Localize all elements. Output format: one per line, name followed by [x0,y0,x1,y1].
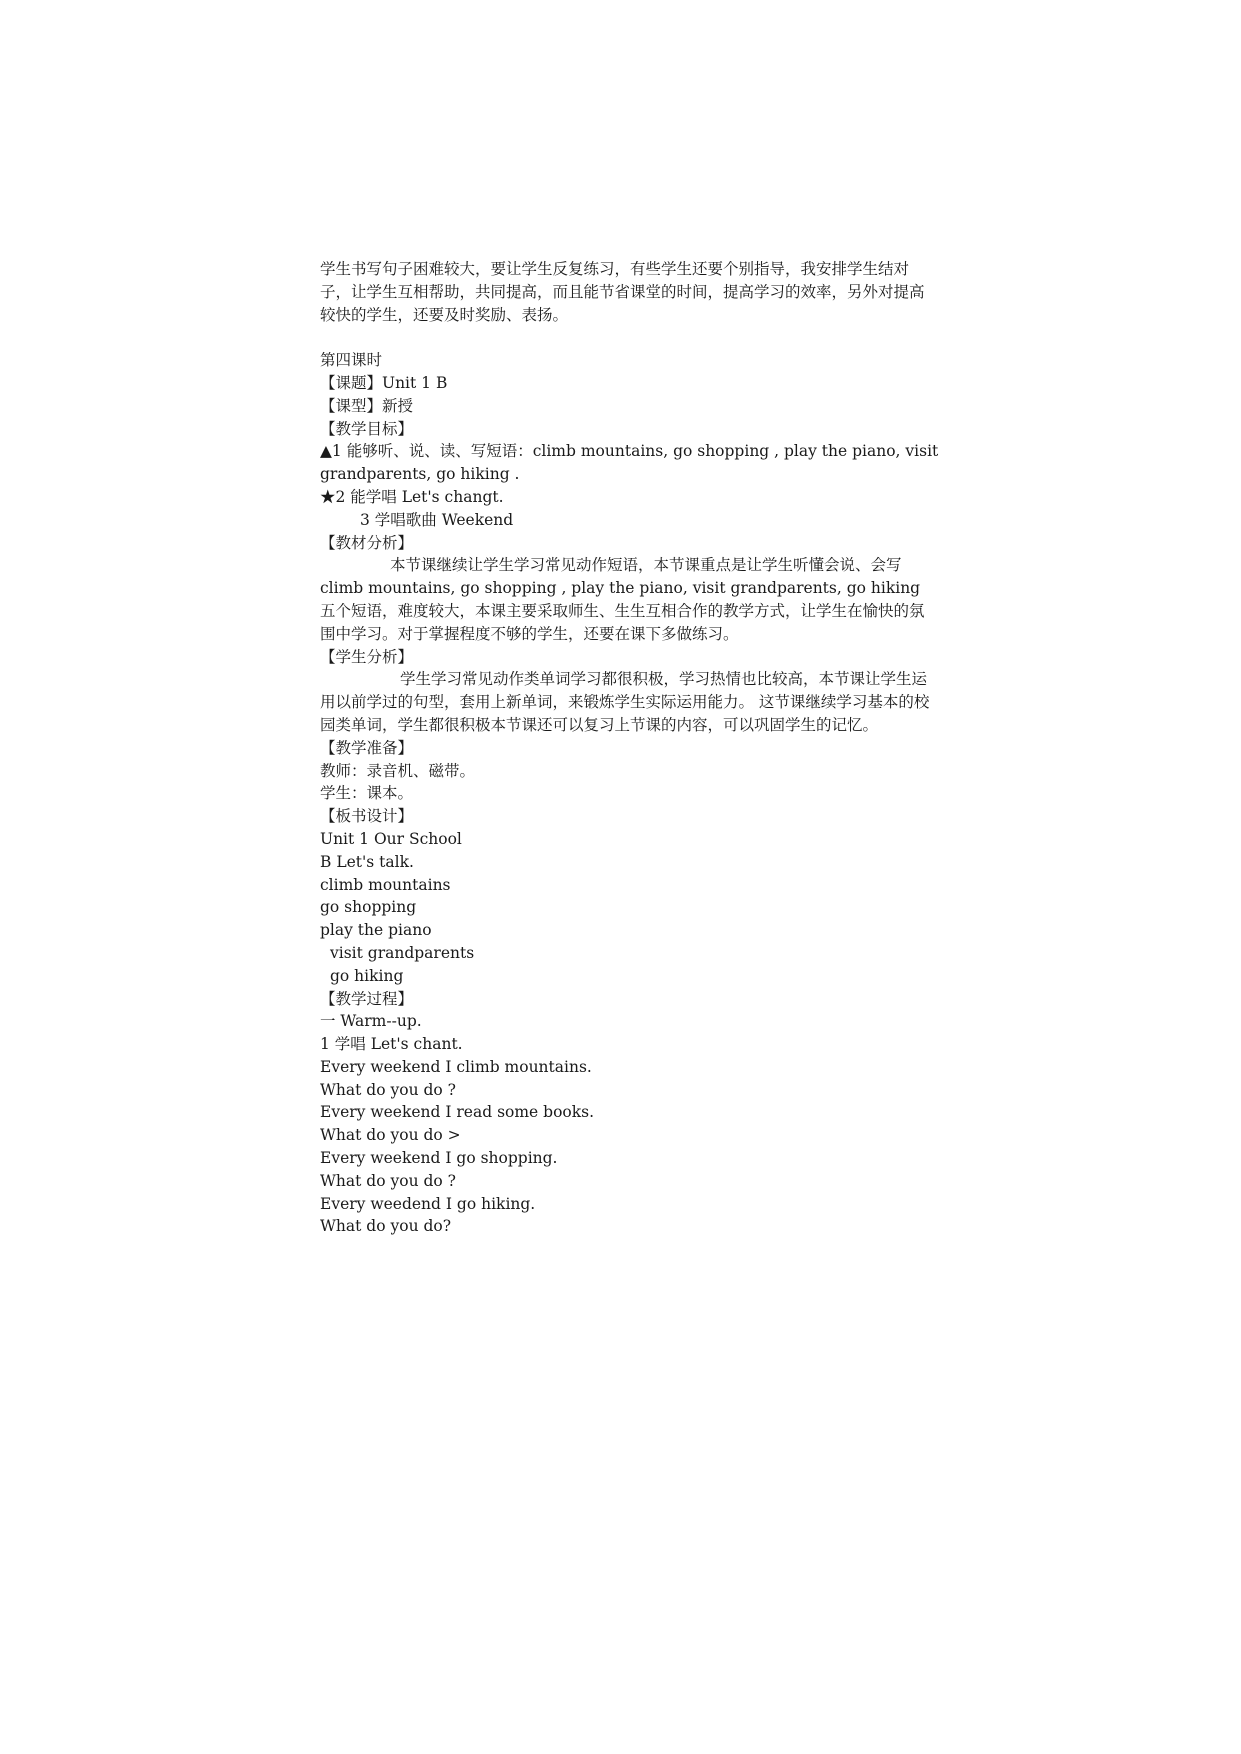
board-line: go hiking [330,966,404,985]
goal-3: 3 学唱歌曲 Weekend [360,510,514,529]
goal-1-line-2: grandparents, go hiking . [320,465,520,484]
chant-line: Every weekend I go shopping. [320,1149,558,1168]
process-heading: 【教学过程】 [320,989,414,1008]
chant-line: What do you do ? [320,1080,456,1099]
board-line: go shopping [320,898,417,917]
board-line: visit grandparents [330,943,475,962]
spacer [320,326,930,349]
topic-line: 【课题】Unit 1 B [320,373,448,392]
process-step: 一 Warm--up. [320,1012,422,1031]
board-line: climb mountains [320,875,451,894]
chant-line: Every weekend I climb mountains. [320,1057,592,1076]
student-heading: 【学生分析】 [320,647,414,666]
board-line: Unit 1 Our School [320,829,462,848]
intro-paragraph: 学生书写句子困难较大，要让学生反复练习，有些学生还要个别指导，我安排学生结对子，让学生互相帮助，共同提高，而且能节省课堂的时间，提高学习的效率，另外对提高较快的学生，还要及时奖励、表扬。 [320,260,925,324]
board-line: play the piano [320,921,432,940]
board-line: B Let's talk. [320,852,414,871]
chant-line: Every weekend I read some books. [320,1103,595,1122]
chant-line: What do you do ? [320,1171,456,1190]
prep-student: 学生：课本。 [320,784,414,803]
prep-teacher: 教师：录音机、磁带。 [320,761,476,780]
process-sub: 1 学唱 Let's chant. [320,1035,463,1054]
material-heading: 【教材分析】 [320,533,414,552]
goal-2: ★2 能学唱 Let's changt. [320,487,504,506]
goal-1-line-1: ▲1 能够听、说、读、写短语：climb mountains, go shopping , play the piano, visit [320,442,939,461]
type-line: 【课型】新授 [320,396,414,415]
student-paragraph: 学生学习常见动作类单词学习都很积极，学习热情也比较高，本节课让学生运用以前学过的句型，套用上新单词，来锻炼学生实际运用能力。 这节课继续学习基本的校园类单词，学生都很积极本节课还可以复习上节课的内容，可以巩固学生的记忆。 [320,670,930,734]
chant-line: What do you do? [320,1217,452,1236]
goals-heading: 【教学目标】 [320,419,414,438]
prep-heading: 【教学准备】 [320,738,414,757]
lesson-title: 第四课时 [320,351,383,370]
material-paragraph: 本节课继续让学生学习常见动作短语，本节课重点是让学生听懂会说、会写 climb mountains, go shopping , play the piano, visit grandparents, go hiking 五个短语，难度较大，本课主要采取师生、生生互相合作的教学方式，让学生在愉快的氛围中学习。对于掌握程度不够的学生，还要在课下多做练习。 [320,556,925,643]
chant-line: What do you do > [320,1126,461,1145]
board-heading: 【板书设计】 [320,807,414,826]
chant-line: Every weedend I go hiking. [320,1194,536,1213]
document-page [320,258,939,1238]
